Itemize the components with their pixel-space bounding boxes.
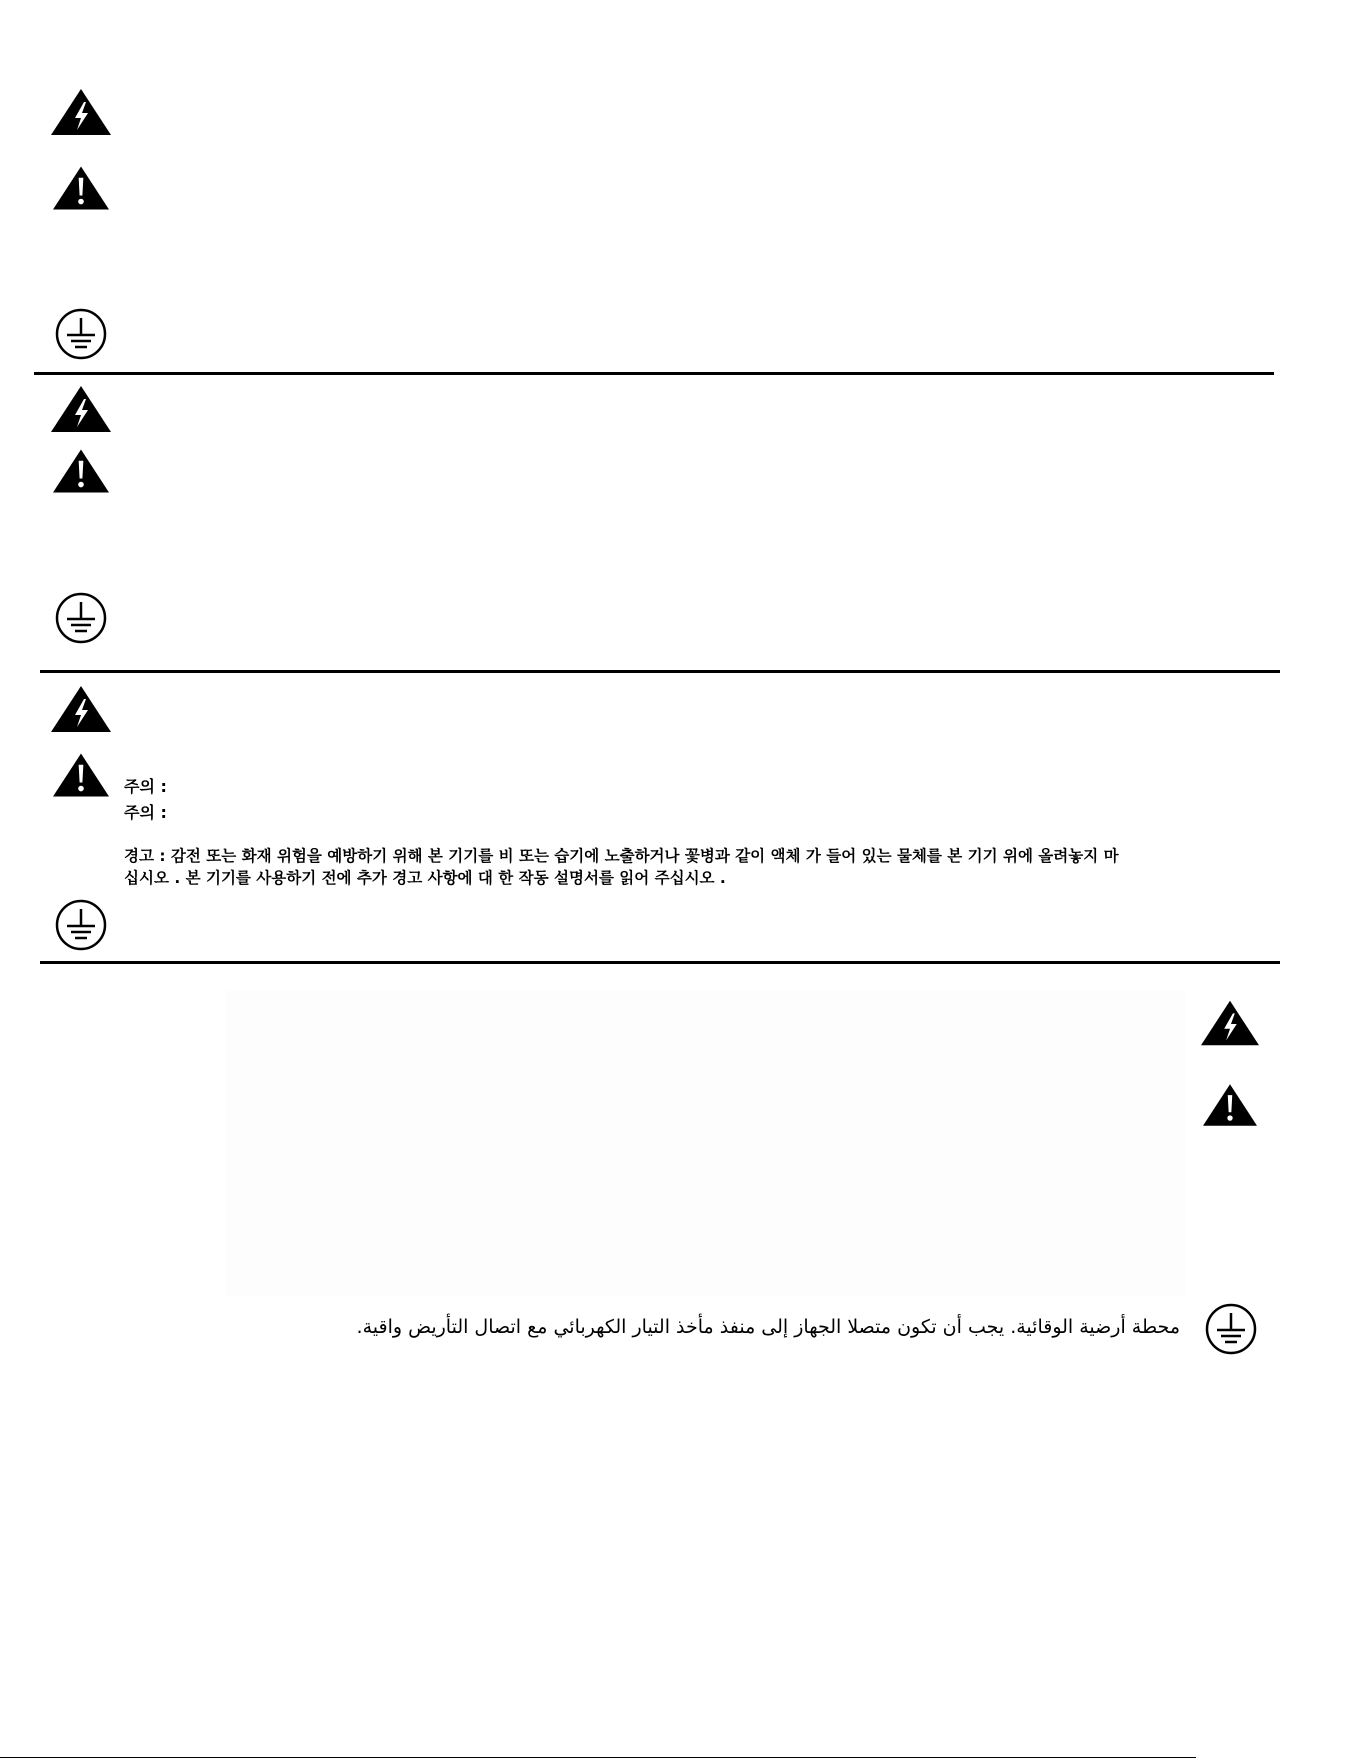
section-divider — [40, 961, 1280, 964]
caution-label: 주의 : — [124, 803, 167, 822]
footer-rule — [0, 1757, 1196, 1758]
shock-hazard-icon — [1201, 998, 1259, 1048]
shock-hazard-icon — [51, 684, 111, 734]
protective-earth-icon — [55, 308, 107, 360]
protective-earth-icon — [55, 592, 107, 644]
warning-text-line-1: 경고 : 감전 또는 화재 위험을 예방하기 위해 본 기기를 비 또는 습기에 노출하거나 꽃병과 같이 액체 가 들어 있는 물체를 본 기기 위에 올려놓지 마 — [124, 847, 1119, 865]
protective-earth-icon — [1205, 1303, 1257, 1355]
protective-earth-icon — [55, 899, 107, 951]
blank-text-area — [226, 990, 1186, 1296]
warning-text-line-2: 십시오 . 본 기기를 사용하기 전에 추가 경고 사항에 대 한 작동 설명서를 읽어 주십시오 . — [124, 869, 726, 887]
caution-label: 주의 : — [124, 777, 167, 796]
caution-icon — [53, 752, 109, 798]
section-divider — [40, 670, 1280, 673]
caution-icon — [53, 448, 109, 494]
arabic-earth-text: محطة أرضية الوقائية. يجب أن تكون متصلا الجهاز إلى منفذ مأخذ التيار الكهربائي مع اتصال التأريض واقية. — [356, 1316, 1180, 1338]
caution-icon — [53, 165, 109, 211]
shock-hazard-icon — [51, 89, 111, 135]
section-divider — [34, 372, 1274, 375]
shock-hazard-icon — [51, 384, 111, 434]
caution-icon — [1203, 1082, 1257, 1128]
